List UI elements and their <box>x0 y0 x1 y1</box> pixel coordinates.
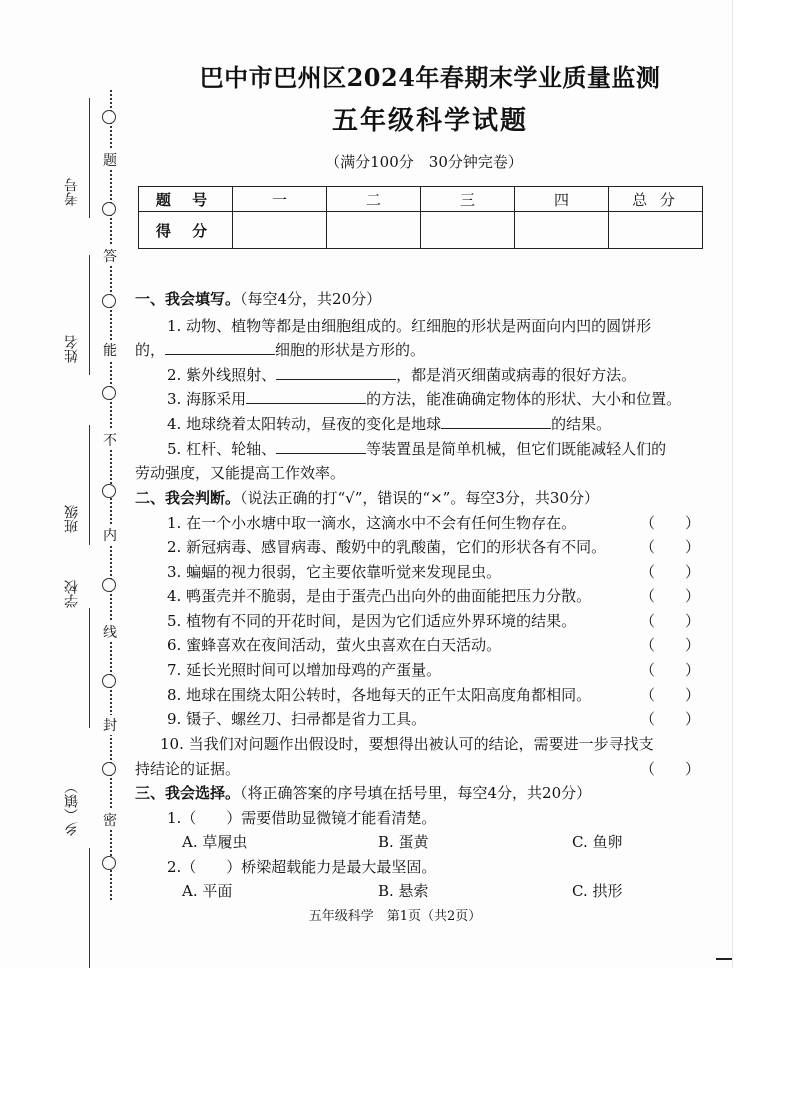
binding-char: 线 <box>102 622 118 642</box>
field-name <box>62 335 82 363</box>
section-note: （将正确答案的序号填在括号里，每空4分，共20分） <box>240 784 592 802</box>
field-label: 班级 <box>64 505 80 533</box>
answer-blank[interactable] <box>276 439 366 454</box>
answer-blank[interactable] <box>441 414 551 429</box>
edge-mark <box>716 958 732 960</box>
score-cell[interactable] <box>609 212 703 249</box>
binding-char: 答 <box>102 246 118 266</box>
choice-option[interactable]: C. 拱形 <box>572 882 623 900</box>
question-text <box>167 438 666 459</box>
field-line[interactable] <box>89 255 90 375</box>
choice-question: 1.（ ）需要借助显微镜才能看清楚。 <box>167 809 437 827</box>
binding-char: 密 <box>102 810 118 830</box>
score-column-header: 二 <box>327 187 421 212</box>
section-heading <box>135 288 381 309</box>
judge-item: 8. 地球在围绕太阳公转时，各地每天的正午太阳高度角都相同。 <box>167 686 592 704</box>
answer-paren[interactable]: （ ） <box>640 636 701 654</box>
section-title: 二、我会判断。 <box>135 489 241 507</box>
answer-blank[interactable] <box>165 340 275 355</box>
score-column-header: 总 分 <box>609 187 703 212</box>
binding-char: 内 <box>102 525 118 545</box>
section-heading <box>135 487 599 508</box>
choice-question: 2.（ ）桥梁超载能力是最大最坚固。 <box>167 858 437 876</box>
section-title: 三、我会选择。 <box>135 784 241 802</box>
score-table-row <box>139 212 703 249</box>
question-text <box>167 364 636 385</box>
binding-char: 不 <box>102 430 118 450</box>
answer-paren[interactable]: （ ） <box>640 760 701 778</box>
choice-option[interactable]: B. 蛋黄 <box>378 833 429 851</box>
question-text <box>167 388 681 409</box>
judge-item: 3. 蝙蝠的视力很弱，它主要依靠听觉来发现昆虫。 <box>167 563 502 581</box>
section-note: （说法正确的打“√”，错误的“×”。每空3分，共30分） <box>240 489 599 507</box>
judge-item: 1. 在一个小水塘中取一滴水，这滴水中不会有任何生物存在。 <box>167 514 577 532</box>
answer-paren[interactable]: （ ） <box>640 587 701 605</box>
question-part: 的方法，能准确确定物体的形状、大小和位置。 <box>366 390 682 408</box>
answer-paren[interactable]: （ ） <box>640 661 701 679</box>
question-part: ，都是消灭细菌或病毒的很好方法。 <box>396 366 637 384</box>
judge-item: 2. 新冠病毒、感冒病毒、酸奶中的乳酸菌，它们的形状各有不同。 <box>167 538 607 556</box>
binding-circle <box>102 578 116 592</box>
binding-char: 封 <box>102 715 118 735</box>
question-part: 3. 海豚采用 <box>167 390 247 408</box>
field-line[interactable] <box>89 425 90 545</box>
question-text <box>167 413 611 434</box>
score-cell[interactable] <box>421 212 515 249</box>
field-town <box>62 780 82 836</box>
section-note: （每空4分，共20分） <box>240 290 382 308</box>
answer-paren[interactable]: （ ） <box>640 686 701 704</box>
question-part: 2. 紫外线照射、 <box>167 366 277 384</box>
question-part: 的结果。 <box>551 415 612 433</box>
score-cell[interactable] <box>233 212 327 249</box>
score-table <box>138 186 703 249</box>
score-table-row <box>139 187 703 212</box>
paper-edge <box>732 0 733 968</box>
field-label: 姓名 <box>64 335 80 363</box>
answer-paren[interactable]: （ ） <box>640 514 701 532</box>
field-label: 乡（镇） <box>64 780 80 836</box>
section-title: 一、我会填写。 <box>135 290 241 308</box>
choice-option[interactable]: C. 鱼卵 <box>572 833 623 851</box>
question-part: 5. 杠杆、轮轴、 <box>167 440 277 458</box>
choice-option[interactable]: A. 平面 <box>182 882 233 900</box>
answer-blank[interactable] <box>276 365 396 380</box>
question-part: 等装置虽是简单机械，但它们既能减轻人们的 <box>366 440 667 458</box>
binding-strip <box>58 90 128 910</box>
answer-paren[interactable]: （ ） <box>640 612 701 630</box>
field-class <box>62 505 82 533</box>
section-heading <box>135 782 591 803</box>
field-line[interactable] <box>89 608 90 728</box>
binding-circle <box>102 386 116 400</box>
page-footer: 五年级科学 第1页（共2页） <box>308 909 482 924</box>
field-label: 学校 <box>64 580 80 608</box>
answer-blank[interactable] <box>246 389 366 404</box>
binding-circle <box>102 484 116 498</box>
score-column-header: 四 <box>515 187 609 212</box>
score-cell[interactable] <box>327 212 421 249</box>
exam-subtitle: 五年级科学试题 <box>331 106 528 136</box>
judge-item: 持结论的证据。 <box>135 760 241 778</box>
judge-item: 6. 蜜蜂喜欢在夜间活动，萤火虫喜欢在白天活动。 <box>167 636 502 654</box>
binding-circle <box>102 202 116 216</box>
question-text: 1. 动物、植物等都是由细胞组成的。红细胞的形状是两面向内凹的圆饼形 <box>167 317 652 335</box>
answer-paren[interactable]: （ ） <box>640 563 701 581</box>
binding-circle <box>102 674 116 688</box>
judge-item: 10. 当我们对问题作出假设时，要想得出被认可的结论，需要进一步寻找支 <box>160 735 654 753</box>
question-text: 劳动强度，又能提高工作效率。 <box>135 464 346 482</box>
binding-circle <box>102 294 116 308</box>
binding-char: 题 <box>102 150 118 170</box>
question-part: 的， <box>135 341 166 359</box>
judge-item: 5. 植物有不同的开花时间，是因为它们适应外界环境的结果。 <box>167 612 577 630</box>
field-exam-number <box>62 178 82 206</box>
score-cell[interactable] <box>515 212 609 249</box>
binding-circle <box>102 762 116 776</box>
answer-paren[interactable]: （ ） <box>640 710 701 728</box>
score-column-header: 一 <box>233 187 327 212</box>
exam-note: （满分100分 30分钟完卷） <box>325 153 523 171</box>
question-part: 4. 地球绕着太阳转动，昼夜的变化是地球 <box>167 415 442 433</box>
judge-item: 7. 延长光照时间可以增加母鸡的产蛋量。 <box>167 661 442 679</box>
question-part: 细胞的形状是方形的。 <box>275 341 426 359</box>
answer-paren[interactable]: （ ） <box>640 538 701 556</box>
question-text <box>135 339 425 360</box>
binding-char: 能 <box>102 340 118 360</box>
binding-circle <box>102 856 116 870</box>
score-column-header: 三 <box>421 187 515 212</box>
exam-title: 巴中市巴州区2024年春期末学业质量监测 <box>199 63 661 92</box>
score-header-label: 题 号 <box>139 187 233 212</box>
judge-item: 9. 镊子、螺丝刀、扫帚都是省力工具。 <box>167 710 427 728</box>
score-row-label: 得 分 <box>139 212 233 249</box>
field-school <box>62 580 82 608</box>
choice-option[interactable]: B. 悬索 <box>378 882 429 900</box>
field-label: 考号 <box>64 178 80 206</box>
judge-item: 4. 鸭蛋壳并不脆弱，是由于蛋壳凸出向外的曲面能把压力分散。 <box>167 587 592 605</box>
choice-option[interactable]: A. 草履虫 <box>182 833 248 851</box>
